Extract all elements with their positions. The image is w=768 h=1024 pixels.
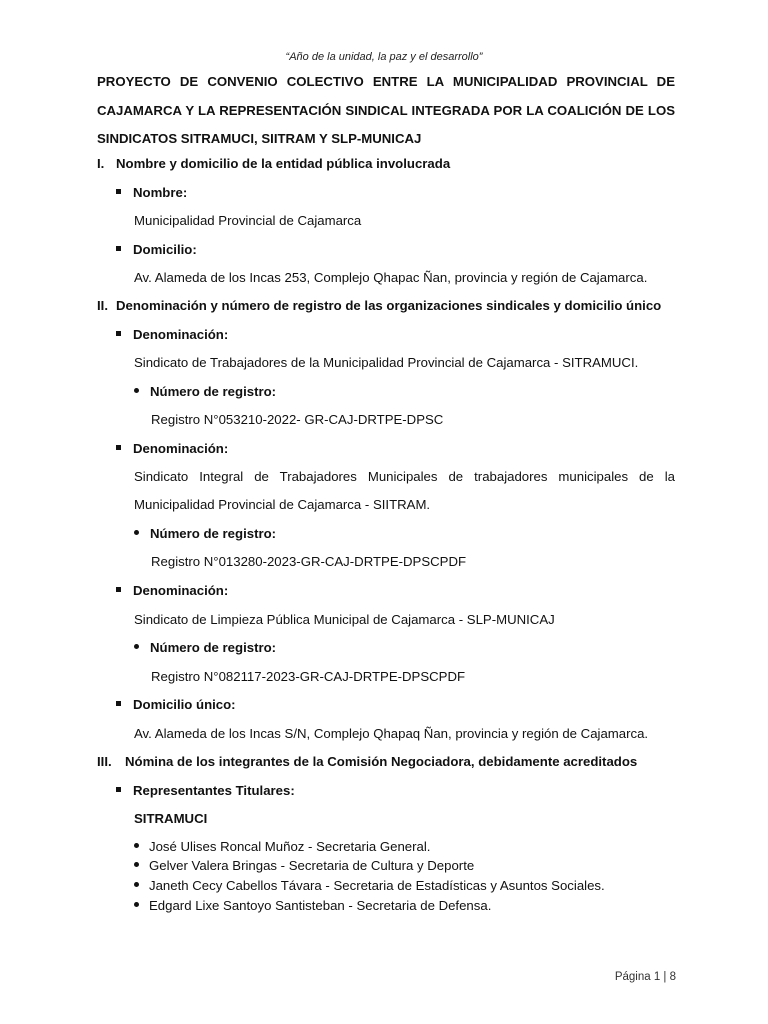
square-bullet-icon [116,787,121,792]
round-bullet-icon [134,902,139,907]
registro-label-row [134,384,276,399]
title-line-2: CAJAMARCA Y LA REPRESENTACIÓN SINDICAL INTEGRADA POR LA COALICIÓN DE LOS [97,102,675,118]
member-name: Gelver Valera Bringas - Secretaria de Cultura y Deporte [149,858,475,873]
nombre-value: Municipalidad Provincial de Cajamarca [134,213,362,228]
section-3-number: III. [97,754,112,769]
registro-label-row [134,526,276,541]
section-1-title: Nombre y domicilio de la entidad pública involucrada [116,156,451,171]
round-bullet-icon [134,644,139,649]
section-1-heading [97,156,450,171]
member-name: Janeth Cecy Cabellos Távara - Secretaria de Estadísticas y Asuntos Sociales. [149,878,605,893]
round-bullet-icon [134,882,139,887]
denominacion-label: Denominación: [133,327,229,342]
round-bullet-icon [134,843,139,848]
square-bullet-icon [116,331,121,336]
denominacion-label: Denominación: [133,583,229,598]
org3-name: Sindicato de Limpieza Pública Municipal de Cajamarca - SLP-MUNICAJ [134,612,555,627]
denominacion-label: Denominación: [133,441,229,456]
denominacion-label-row [116,327,228,342]
nombre-label: Nombre: [133,185,188,200]
section-1-number: I. [97,156,105,171]
section-3-heading [97,754,637,769]
title-line-1: PROYECTO DE CONVENIO COLECTIVO ENTRE LA MUNICIPALIDAD PROVINCIAL DE [97,74,675,89]
org1-name: Sindicato de Trabajadores de la Municipalidad Provincial de Cajamarca - SITRAMUCI. [134,355,639,370]
document-title [97,68,675,154]
list-item [134,878,605,893]
domicilio-unico-label-row [116,697,236,712]
list-item [134,858,474,873]
section-2-title: Denominación y número de registro de las organizaciones sindicales y domicilio único [116,298,662,313]
org2-registro: Registro N°013280-2023-GR-CAJ-DRTPE-DPSCPDF [151,554,467,569]
titulares-label-row [116,783,295,798]
round-bullet-icon [134,530,139,535]
section-2-heading [97,298,661,313]
square-bullet-icon [116,189,121,194]
header-motto: “Año de la unidad, la paz y el desarrollo” [285,51,483,63]
list-item [134,839,430,854]
registro-label-row [134,640,276,655]
group-name: SITRAMUCI [134,811,208,826]
domicilio-value: Av. Alameda de los Incas 253, Complejo Qhapac Ñan, provincia y región de Cajamarca. [134,270,648,285]
list-item [134,898,491,913]
denominacion-label-row [116,583,228,598]
domicilio-unico-label: Domicilio único: [133,697,236,712]
titulares-label: Representantes Titulares: [133,783,295,798]
org2-name-line-1: Sindicato Integral de Trabajadores Municipales de trabajadores municipales de la [134,469,675,484]
domicilio-unico-value: Av. Alameda de los Incas S/N, Complejo Qhapaq Ñan, provincia y región de Cajamarca. [134,726,649,741]
registro-label: Número de registro: [150,526,277,541]
member-name: Edgard Lixe Santoyo Santisteban - Secretaria de Defensa. [149,898,492,913]
domicilio-label-row [116,242,197,257]
org1-registro: Registro N°053210-2022- GR-CAJ-DRTPE-DPSC [151,412,444,427]
title-line-3: SINDICATOS SITRAMUCI, SIITRAM Y SLP-MUNICAJ [97,131,422,146]
member-name: José Ulises Roncal Muñoz - Secretaria General. [149,839,431,854]
registro-label: Número de registro: [150,640,277,655]
section-2-number: II. [97,298,108,313]
round-bullet-icon [134,388,139,393]
org2-name-line-2: Municipalidad Provincial de Cajamarca - SIITRAM. [134,497,431,512]
square-bullet-icon [116,246,121,251]
round-bullet-icon [134,862,139,867]
registro-label: Número de registro: [150,384,277,399]
nombre-label-row [116,185,187,200]
square-bullet-icon [116,445,121,450]
page-number: Página 1 | 8 [614,971,676,983]
section-3-title: Nómina de los integrantes de la Comisión Negociadora, debidamente acreditados [125,754,638,769]
domicilio-label: Domicilio: [133,242,197,257]
org3-registro: Registro N°082117-2023-GR-CAJ-DRTPE-DPSCPDF [151,669,466,684]
denominacion-label-row [116,441,228,456]
square-bullet-icon [116,587,121,592]
square-bullet-icon [116,701,121,706]
